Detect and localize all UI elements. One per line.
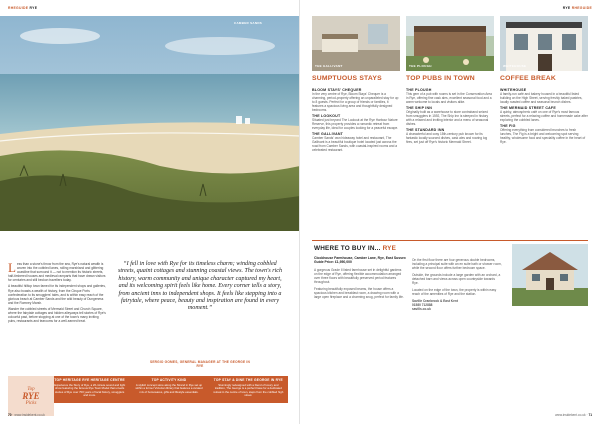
entry-text: Camber Sands' own hideaway hotel and restaurant, The Gallivant is a beautiful boutique hotel located just across the road from Camber Sands, with coastal-inspired rooms and a celebrated restaurant. xyxy=(312,136,398,152)
entry-text: In the very centre of Rye, Bloom Stays' Chequer is a charming, period-property offering an unparalleled stay for up to 8 guests. Perfect for a group of friends or families, it features a spacious living area and thoughtfully designed bedrooms. xyxy=(312,92,399,112)
entry-title: THE MERMAID STREET CAFE xyxy=(500,106,556,110)
agent-contact: Saville Cranbrook & East Kent 01580 712888 savills.co.uk xyxy=(412,299,458,311)
hero-photo xyxy=(0,16,300,231)
entry-title: THE GALLIVANT xyxy=(312,132,344,136)
entry-title: THE SHIP INN xyxy=(406,106,433,110)
pub-garden-illustration xyxy=(406,16,494,71)
section-title-stays: SUMPTUOUS STAYS xyxy=(312,75,382,82)
column-stays xyxy=(312,86,400,154)
pick-heritage: TOP HERITAGE RYE HERITAGE CENTRE Experience the Story of Rye, a 20-minute sound and light show featuring the famous Rye Town Model that unveils stories of Rye over 700 years of local history, smugglers and more. xyxy=(54,378,126,398)
drop-cap: L xyxy=(8,260,16,275)
caption-plough: THE PLOUGH xyxy=(409,64,432,68)
top-rye-picks-badge: Top RYE Picks xyxy=(8,376,54,416)
coastal-landscape-illustration xyxy=(0,16,300,231)
entry-text: Situated just beyond The Lookout at the Rye Harbour Nature Reserve, this property provides a romantic retreat from everyday life, ideal for couples looking for a peaceful escape. xyxy=(312,118,399,130)
entry-title: THE PLOUGH xyxy=(406,88,432,92)
section-title-coffee: COFFEE BREAK xyxy=(500,75,557,82)
entry-title: THE LOOKOUT xyxy=(312,114,341,118)
column-coffee xyxy=(500,86,588,146)
quote-attribution: SERGIO GOMES, GENERAL MANAGER AT THE GEORGE IN RYE xyxy=(150,360,250,368)
entry-title: THE FIG xyxy=(500,124,516,128)
entry-text: Originally built as a warehouse to store contraband seized from smugglers in 1592, The Ship Inn is steeped in history with a relaxed and inviting interior and a menu of seasonal dishes. xyxy=(406,110,489,126)
photo-plough xyxy=(406,16,494,71)
hero-caption: CAMBER SANDS xyxy=(234,21,263,25)
footer-right: www.insidekent.co.uk · 71 xyxy=(555,413,592,417)
section-divider xyxy=(312,240,588,241)
section-title-pubs: TOP PUBS IN TOWN xyxy=(406,75,475,82)
hotel-interior-illustration xyxy=(312,16,400,71)
entry-text: Offering everything from considered brunches to fresh lunches, The Fig is a bright and welcoming spot serving healthy, wholesome food and speciality coffee in the heart of Rye. xyxy=(500,128,586,144)
right-page xyxy=(300,0,600,424)
photo-gallivant xyxy=(312,16,400,71)
intro-text: L ess than a stone's throw from the sea, Rye's natural wealth is woven into the cobbled lanes, rolling marshland and glittering coastline that surround it — not to mention its historic streets, half-timbered houses and medieval ramparts that have drawn visitors for centuries and still beckon travellers today. A beautiful hilltop town famed for its independent shops and galleries, Rye also boasts a wealth of history, from the Cinque Ports confederation to its smugglers' tales, and is within easy reach of the glorious beach at Camber Sands and the wild beauty of Dungeness and the Romney Marsh. Wander the cobbled streets of Mermaid Street and Church Square, where the fairytale cottages and hidden alleyways tell stories of Rye's colourful past, before stopping at one of the town's many inviting pubs, restaurants and tearooms for a well-earned treat. xyxy=(8,260,106,324)
property-photo xyxy=(512,244,588,306)
cafe-exterior-illustration xyxy=(500,16,588,71)
property-text-col1: A gorgeous Grade II listed farmhouse set in delightful gardens on the edge of Rye, offering flexible accommodation arranged over three floors with beautifully preserved period features throughout. Featuring beautifully exposed beams, the house offers a spacious kitchen and breakfast room, a drawing room with a large open fireplace and a charming snug, perfect for family life. xyxy=(314,268,404,299)
entry-text: A characterful and cosy 15th-century pub known for its fantastic locally sourced dishes, cask ales and roaring log fires, set just off Rye's historic Mermaid Street. xyxy=(406,132,488,144)
caption-gallivant: THE GALLIVANT xyxy=(315,64,343,68)
running-head-left: RHEGUIDE RYE xyxy=(8,6,38,10)
running-head-right: RYE RHEGUIDE xyxy=(562,6,592,10)
caption-whitehouse: WHITEHOUSE xyxy=(503,64,527,68)
entry-title: THE STANDARD INN xyxy=(406,128,445,132)
column-pubs xyxy=(406,86,494,146)
entry-text: A family-run café and bakery housed in a beautiful listed building on the High Street, serving freshly baked pastries, locally roasted coffee and seasonal brunch dishes. xyxy=(500,92,583,104)
pick-activity: TOP ACTIVITY KIND A stylish concept store along the Strand in Rye set up within a former Victorian library that features a curated mix of homewares, gifts and lifestyle essentials. xyxy=(135,378,203,394)
where-to-buy-title: WHERE TO BUY IN... RYE xyxy=(314,245,397,252)
entry-text: A quirky, atmospheric café on one of Rye's most famous streets, perfect for a relaxing coffee and homemade cake after exploring the cobbled lanes. xyxy=(500,110,588,122)
entry-title: WHITEHOUSE xyxy=(500,88,527,92)
pull-quote: “I fell in love with Rye for its timeless charm; winding cobbled streets, quaint cottages and stunning coastal views. The town's rich history, warm community and unique character captured my heart, and its welcoming spirit feels like home. Every corner tells a story, from ancient inns to independent shops. It feels like stepping into a fairytale, where peace, beauty and inspiration are found in every moment.” xyxy=(117,261,283,312)
pick-stay-dine: TOP STAY & DINE THE GEORGE IN RYE Stunningly redesigned with a blend of luxury and tradition, The George is a perfect base for a dedicated retreat in the centre of town, steps from the cobbled high street. xyxy=(213,378,284,398)
entry-title: BLOOM STAYS' CHEQUER xyxy=(312,88,362,92)
top-picks-bar xyxy=(50,376,288,403)
entry-text: This gem of a pub with rooms is set in the Conservation Area in Rye, offering fine cask ales, excellent seasonal food and a warm welcome to locals and visitors alike. xyxy=(406,92,492,104)
property-text-col2: On the first floor there are four generous double bedrooms, including a principal suite with an en suite bath or shower room, while the second floor offers further bedroom space. Outside, the grounds include a large garden with an orchard, a detached barn and views across open countryside towards Rye. Located on the edge of the town, the property is within easy reach of the amenities of Rye and the station. Saville Cranbrook & East Kent 01580 712888 savills.co.uk xyxy=(412,258,502,311)
property-heading: Clockhouse Farmhouse, Camber Lane, Rye, East Sussex Guide Price: £1,950,000 xyxy=(314,256,406,265)
farmhouse-illustration xyxy=(512,244,588,306)
photo-whitehouse xyxy=(500,16,588,71)
footer-left: 70 · www.insidekent.co.uk xyxy=(8,413,45,417)
